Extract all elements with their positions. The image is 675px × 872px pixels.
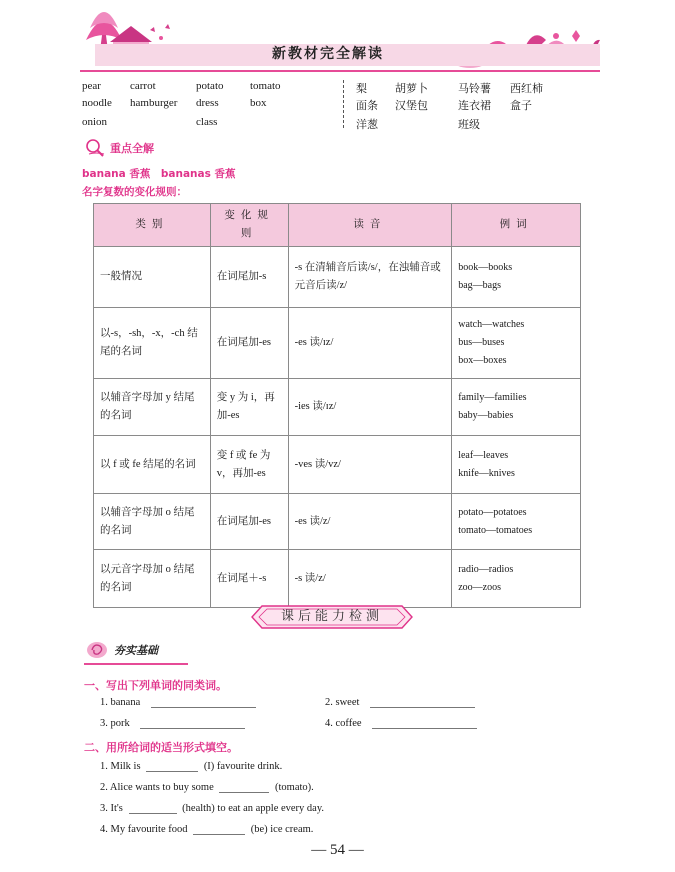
vocab-word-cn: 梨 (356, 83, 367, 95)
table-row (94, 436, 581, 494)
magnifier-icon (84, 138, 106, 158)
example-word: tomato—tomatoes (458, 524, 533, 536)
q2-item (100, 802, 324, 814)
example-word: bus—buses (458, 337, 505, 348)
vocab-word: box (250, 97, 267, 109)
example-word: box—boxes (458, 355, 507, 366)
vocab-word-cn: 胡萝卜 (395, 83, 428, 95)
example-word: family—families (458, 392, 527, 403)
subsection-underline (84, 663, 188, 665)
examples-cell (452, 550, 581, 608)
rule-cell: 在词尾加-es (210, 308, 288, 379)
vocab-word: onion (82, 116, 108, 128)
column-header: 读音 (288, 204, 452, 247)
focus-section-title: 重点全解 (110, 142, 154, 155)
vocab-word-cn: 洋葱 (356, 119, 378, 131)
pronunciation-cell: -es 读/ɪz/ (288, 308, 452, 379)
answer-blank[interactable] (140, 717, 245, 729)
exercise-banner (250, 604, 414, 630)
pronunciation-cell: -s 在清辅音后读/s/，在浊辅音或元音后读/z/ (288, 247, 452, 308)
vocab-word-cn: 连衣裙 (458, 100, 491, 112)
q2-item-suffix: (I) favourite drink. (203, 761, 283, 772)
example-word: radio—radios (458, 563, 514, 575)
book-title: 新教材完全解读 (272, 46, 384, 62)
vocab-word-cn: 面条 (356, 100, 378, 112)
answer-blank[interactable] (372, 717, 477, 729)
question-2-title: 二、用所给词的适当形式填空。 (84, 741, 238, 754)
q1-item-label: 4. coffee (325, 718, 362, 729)
q2-item-prefix: 4. My favourite food (100, 824, 188, 835)
example-word: baby—babies (458, 410, 514, 421)
example-word: book—books (458, 262, 513, 273)
answer-blank[interactable] (370, 696, 475, 708)
q2-item-suffix: (tomato). (275, 782, 314, 793)
header-rule (80, 70, 600, 72)
vocab-word-cn: 盒子 (510, 100, 532, 112)
q1-item (325, 696, 475, 708)
answer-blank[interactable] (129, 802, 177, 814)
q2-item-prefix: 2. Alice wants to buy some (100, 782, 214, 793)
vocab-word: noodle (82, 97, 112, 109)
pronunciation-cell: -ves 读/vz/ (288, 436, 452, 494)
vocab-word-cn: 马铃薯 (458, 83, 491, 95)
q2-item-suffix: (be) ice cream. (250, 824, 314, 835)
example-word: watch—watches (458, 319, 525, 330)
rule-cell: 在词尾＋-s (210, 550, 288, 608)
subsection-title: 夯实基础 (114, 644, 158, 657)
vocab-word: class (196, 116, 218, 128)
category-cell: 以 f 或 fe 结尾的名词 (94, 436, 211, 494)
vocab-word: carrot (130, 80, 156, 92)
vocab-divider (343, 80, 344, 128)
pronunciation-cell: -s 读/z/ (288, 550, 452, 608)
examples-cell (452, 308, 581, 379)
q1-item (100, 717, 245, 729)
table-row (94, 550, 581, 608)
column-header: 类别 (94, 204, 211, 247)
q2-item (100, 781, 314, 793)
vocab-word: potato (196, 80, 224, 92)
table-row (94, 494, 581, 550)
example-word: bag—bags (458, 280, 501, 291)
rule-cell: 在词尾加-es (210, 494, 288, 550)
vocab-word: tomato (250, 80, 281, 92)
answer-blank[interactable] (151, 696, 256, 708)
pronunciation-cell: -es 读/z/ (288, 494, 452, 550)
rule-cell: 变 f 或 fe 为 v，再加-es (210, 436, 288, 494)
page-number: — 54 — (311, 842, 364, 858)
answer-blank[interactable] (146, 760, 198, 772)
q1-item (100, 696, 256, 708)
example-word: knife—knives (458, 467, 515, 479)
plural-rules-table (93, 203, 581, 608)
vocab-word-cn: 西红柿 (510, 83, 543, 95)
q2-item-suffix: (health) to eat an apple every day. (182, 803, 325, 814)
category-cell: 以辅音字母加 y 结尾的名词 (94, 379, 211, 436)
focus-section-heading (84, 138, 154, 158)
rule-cell: 在词尾加-s (210, 247, 288, 308)
q1-item (325, 717, 477, 729)
examples-cell (452, 436, 581, 494)
category-cell: 以元音字母加 o 结尾的名词 (94, 550, 211, 608)
banner-title: 课后能力检测 (280, 609, 383, 624)
vocab-word: dress (196, 97, 219, 109)
column-header: 变化规则 (210, 204, 288, 247)
answer-blank[interactable] (193, 823, 245, 835)
table-row (94, 379, 581, 436)
example-word: zoo—zoos (458, 581, 501, 593)
q2-item (100, 823, 313, 835)
table-row (94, 308, 581, 379)
table-row (94, 247, 581, 308)
example-word: leaf—leaves (458, 449, 509, 461)
vocab-word: hamburger (130, 97, 178, 109)
subsection-heading (84, 640, 194, 660)
vocab-word-cn: 班级 (458, 119, 480, 131)
q2-item (100, 760, 282, 772)
swirl-icon (84, 640, 112, 660)
vocab-word: pear (82, 80, 101, 92)
answer-blank[interactable] (219, 781, 269, 793)
pronunciation-cell: -ies 读/ɪz/ (288, 379, 452, 436)
category-cell: 一般情况 (94, 247, 211, 308)
table-header-row (94, 204, 581, 247)
q1-item-label: 2. sweet (325, 697, 360, 708)
q2-item-prefix: 3. It's (100, 803, 123, 814)
page-header (0, 0, 675, 76)
question-1-title: 一、写出下列单词的同类词。 (84, 679, 227, 692)
focus-example: banana 香蕉 bananas 香蕉 (82, 168, 236, 180)
rule-cell: 变 y 为 i，再加-es (210, 379, 288, 436)
category-cell: 以辅音字母加 o 结尾的名词 (94, 494, 211, 550)
category-cell: 以-s，-sh，-x，-ch 结尾的名词 (94, 308, 211, 379)
column-header: 例词 (452, 204, 581, 247)
examples-cell (452, 494, 581, 550)
q2-item-prefix: 1. Milk is (100, 761, 141, 772)
q1-item-label: 3. pork (100, 718, 130, 729)
vocab-word-cn: 汉堡包 (395, 100, 428, 112)
q1-item-label: 1. banana (100, 697, 141, 708)
examples-cell (452, 379, 581, 436)
example-word: potato—potatoes (458, 506, 527, 518)
plural-rules-title: 名字复数的变化规则： (82, 186, 187, 198)
examples-cell (452, 247, 581, 308)
